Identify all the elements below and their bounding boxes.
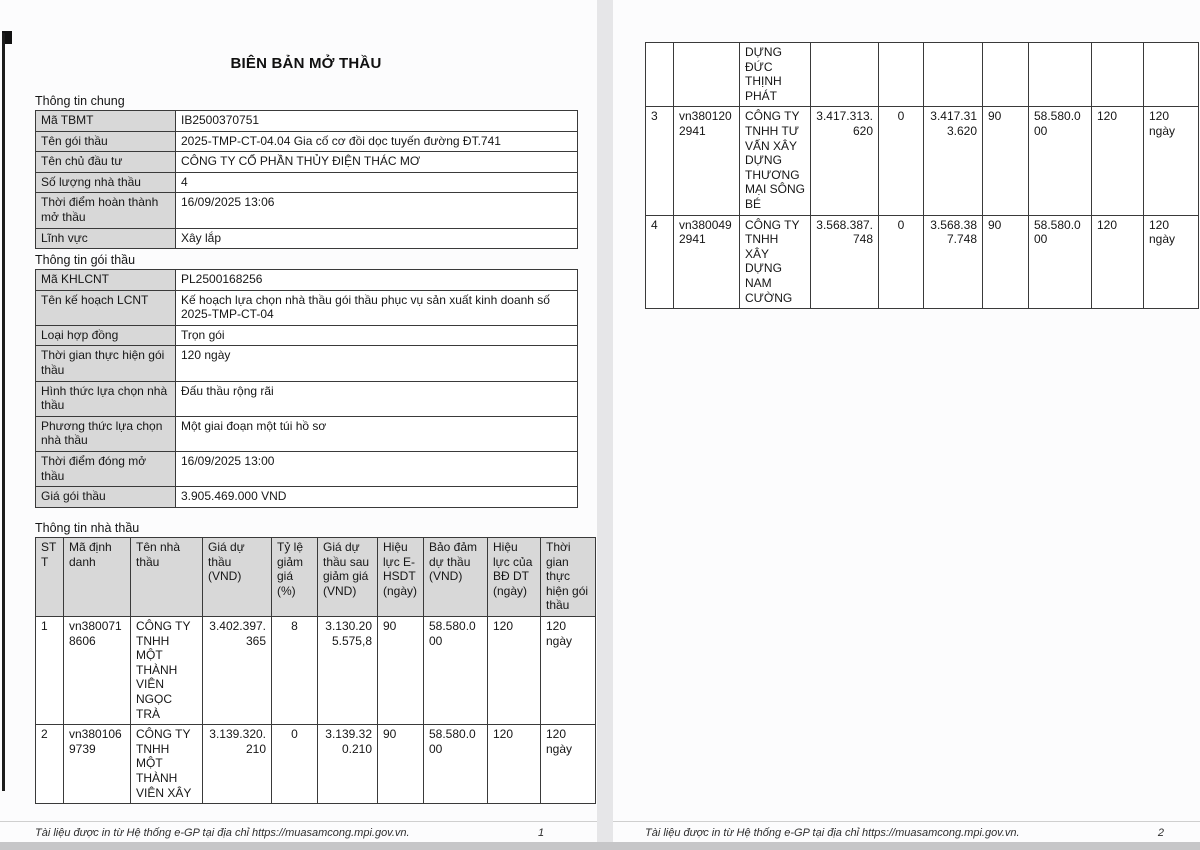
table-cell: 120 — [1092, 107, 1144, 215]
info-value-cell: 120 ngày — [176, 346, 578, 381]
table-row — [36, 616, 596, 724]
section-heading-bidders: Thông tin nhà thầu — [35, 521, 140, 535]
table-row — [646, 215, 1199, 309]
page-footer — [0, 827, 597, 839]
table-cell — [983, 43, 1029, 107]
table-row — [36, 346, 578, 381]
section-package-info — [35, 253, 578, 508]
info-value-cell: 16/09/2025 13:06 — [176, 193, 578, 228]
bidders-table-continued — [645, 42, 1199, 309]
table-row — [36, 111, 578, 132]
column-header-cell: Tỷ lệ giảm giá (%) — [272, 538, 318, 617]
table-cell: 58.580.000 — [424, 725, 488, 804]
column-header-cell: Hiệu lực của BĐ DT (ngày) — [488, 538, 541, 617]
footer-text: Tài liệu được in từ Hệ thống e-GP tại địa chỉ https://muasamcong.mpi.gov.vn. — [645, 827, 1020, 839]
info-value-cell: 2025-TMP-CT-04.04 Gia cố cơ đồi dọc tuyến đường ĐT.741 — [176, 131, 578, 152]
table-cell: 90 — [983, 107, 1029, 215]
table-cell: 1 — [36, 616, 64, 724]
table-row — [36, 152, 578, 173]
table-cell: vn3800718606 — [64, 616, 131, 724]
page-1 — [0, 0, 597, 842]
info-label-cell: Hình thức lựa chọn nhà thầu — [36, 381, 176, 416]
table-cell: DỰNG ĐỨC THỊNH PHÁT — [740, 43, 811, 107]
table-cell — [646, 43, 674, 107]
table-row — [36, 416, 578, 451]
table-cell: vn3801202941 — [674, 107, 740, 215]
column-header-cell: Mã định danh — [64, 538, 131, 617]
table-cell: 90 — [983, 215, 1029, 309]
info-label-cell: Mã TBMT — [36, 111, 176, 132]
column-header-cell: Thời gian thực hiện gói thầu — [541, 538, 596, 617]
table-cell: 3.568.387.748 — [924, 215, 983, 309]
table-cell — [1144, 43, 1199, 107]
table-cell — [879, 43, 924, 107]
table-row — [36, 451, 578, 486]
page-number: 1 — [538, 827, 545, 839]
info-label-cell: Số lượng nhà thầu — [36, 172, 176, 193]
table-cell: 58.580.000 — [1029, 215, 1092, 309]
info-value-cell: PL2500168256 — [176, 270, 578, 291]
info-value-cell: 4 — [176, 172, 578, 193]
scan-artifact-line — [2, 33, 5, 791]
info-label-cell: Loại hợp đồng — [36, 325, 176, 346]
section-general-info — [35, 94, 578, 249]
table-row — [36, 193, 578, 228]
info-value-cell: Một giai đoạn một túi hồ sơ — [176, 416, 578, 451]
table-cell: 8 — [272, 616, 318, 724]
table-row — [36, 381, 578, 416]
info-value-cell: CÔNG TY CỔ PHẦN THỦY ĐIỆN THÁC MƠ — [176, 152, 578, 173]
table-cell: 3.417.313.620 — [924, 107, 983, 215]
bidders-table — [35, 537, 596, 804]
table-row — [36, 290, 578, 325]
table-cell: 0 — [879, 215, 924, 309]
table-cell: vn3801069739 — [64, 725, 131, 804]
document-title: BIÊN BẢN MỞ THẦU — [230, 55, 382, 72]
table-cell: 120 ngày — [541, 616, 596, 724]
table-cell: 58.580.000 — [1029, 107, 1092, 215]
info-value-cell: Trọn gói — [176, 325, 578, 346]
table-cell: CÔNG TY TNHH XÂY DỰNG NAM CƯỜNG — [740, 215, 811, 309]
column-header-cell: Giá dự thầu (VND) — [203, 538, 272, 617]
info-value-cell: Kế hoạch lựa chọn nhà thầu gói thầu phục vụ sản xuất kinh doanh số 2025-TMP-CT-04 — [176, 290, 578, 325]
table-cell: 2 — [36, 725, 64, 804]
table-cell — [1029, 43, 1092, 107]
info-value-cell: 16/09/2025 13:00 — [176, 451, 578, 486]
table-row — [36, 228, 578, 249]
section-heading-general: Thông tin chung — [35, 94, 125, 108]
table-row — [36, 131, 578, 152]
column-header-cell: Giá dự thầu sau giảm giá (VND) — [318, 538, 378, 617]
table-cell: 120 — [1092, 215, 1144, 309]
table-row — [36, 487, 578, 508]
table-row — [36, 725, 596, 804]
page-number: 2 — [1157, 827, 1164, 839]
info-value-cell: Đấu thầu rộng rãi — [176, 381, 578, 416]
table-cell — [674, 43, 740, 107]
table-cell: CÔNG TY TNHH MỘT THÀNH VIÊN NGỌC TRÀ — [131, 616, 203, 724]
info-label-cell: Mã KHLCNT — [36, 270, 176, 291]
table-row — [36, 270, 578, 291]
info-label-cell: Lĩnh vực — [36, 228, 176, 249]
table-cell: 3.568.387.748 — [811, 215, 879, 309]
table-row — [646, 107, 1199, 215]
bidders-header-row — [36, 538, 596, 617]
table-cell: 120 — [488, 725, 541, 804]
section-bidders — [35, 521, 596, 804]
package-info-table — [35, 269, 578, 508]
page-footer — [613, 827, 1200, 839]
table-cell: CÔNG TY TNHH MỘT THÀNH VIÊN XÂY — [131, 725, 203, 804]
table-cell: 120 ngày — [541, 725, 596, 804]
footer-text: Tài liệu được in từ Hệ thống e-GP tại địa chỉ https://muasamcong.mpi.gov.vn. — [35, 827, 410, 839]
table-cell: 3.417.313.620 — [811, 107, 879, 215]
table-cell — [924, 43, 983, 107]
bottom-strip — [0, 842, 1200, 850]
page-2 — [613, 0, 1200, 842]
table-row — [36, 325, 578, 346]
info-label-cell: Giá gói thầu — [36, 487, 176, 508]
table-cell: 3.402.397.365 — [203, 616, 272, 724]
table-cell: 4 — [646, 215, 674, 309]
table-row — [646, 43, 1199, 107]
info-label-cell: Phương thức lựa chọn nhà thầu — [36, 416, 176, 451]
table-cell: 120 ngày — [1144, 107, 1199, 215]
table-row — [36, 172, 578, 193]
info-label-cell: Tên chủ đầu tư — [36, 152, 176, 173]
section-bidders-continued — [645, 42, 1199, 309]
table-cell: 3 — [646, 107, 674, 215]
table-cell: 120 — [488, 616, 541, 724]
column-header-cell: STT — [36, 538, 64, 617]
footer-divider — [613, 821, 1200, 822]
table-cell: 3.130.205.575,8 — [318, 616, 378, 724]
column-header-cell: Hiệu lực E-HSDT (ngày) — [378, 538, 424, 617]
table-cell: 0 — [879, 107, 924, 215]
table-cell: CÔNG TY TNHH TƯ VẤN XÂY DỰNG THƯƠNG MẠI SÔNG BÉ — [740, 107, 811, 215]
table-cell — [811, 43, 879, 107]
table-cell: 120 ngày — [1144, 215, 1199, 309]
column-header-cell: Bảo đảm dự thầu (VND) — [424, 538, 488, 617]
info-value-cell: Xây lắp — [176, 228, 578, 249]
info-value-cell: IB2500370751 — [176, 111, 578, 132]
info-label-cell: Thời điểm đóng mở thầu — [36, 451, 176, 486]
info-label-cell: Tên gói thầu — [36, 131, 176, 152]
table-cell: 90 — [378, 725, 424, 804]
table-cell: vn3800492941 — [674, 215, 740, 309]
info-value-cell: 3.905.469.000 VND — [176, 487, 578, 508]
table-cell: 58.580.000 — [424, 616, 488, 724]
section-heading-package: Thông tin gói thầu — [35, 253, 136, 267]
info-label-cell: Thời gian thực hiện gói thầu — [36, 346, 176, 381]
footer-divider — [0, 821, 597, 822]
table-cell: 90 — [378, 616, 424, 724]
table-cell: 3.139.320.210 — [203, 725, 272, 804]
column-header-cell: Tên nhà thầu — [131, 538, 203, 617]
general-info-table — [35, 110, 578, 249]
info-label-cell: Tên kế hoạch LCNT — [36, 290, 176, 325]
table-cell: 3.139.320.210 — [318, 725, 378, 804]
table-cell — [1092, 43, 1144, 107]
table-cell: 0 — [272, 725, 318, 804]
info-label-cell: Thời điểm hoàn thành mở thầu — [36, 193, 176, 228]
